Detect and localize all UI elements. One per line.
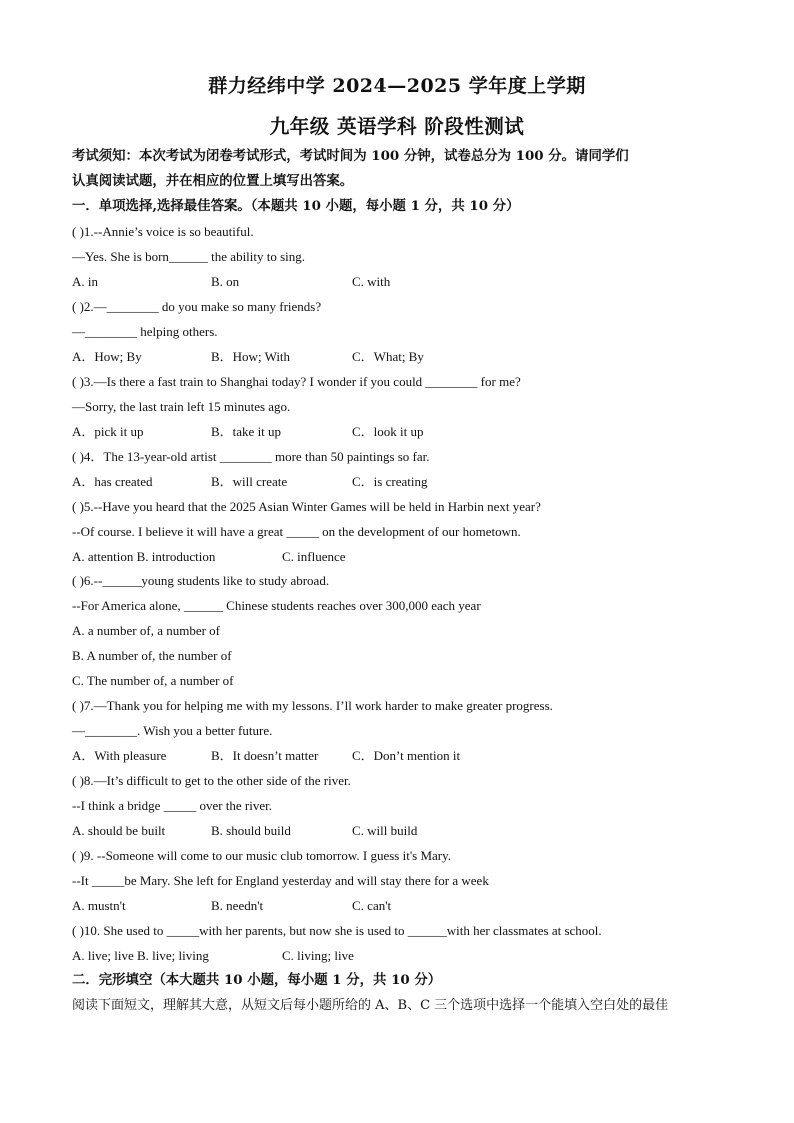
q3-option-b: B．take it up [211, 424, 282, 439]
q2-option-b: B．How; With [211, 349, 291, 364]
q2-option-c: C．What; By [352, 349, 424, 364]
q1-options [72, 274, 722, 290]
q1-stem: ( )1.--Annie’s voice is so beautiful. [72, 224, 254, 239]
q9-response: --It _____be Mary. She left for England yesterday and will stay there for a week [72, 873, 489, 888]
instructions-line-1: 考试须知：本次考试为闭卷考试形式，考试时间为 100 分钟，试卷总分为 100 分。请同学们 [72, 148, 629, 164]
q5-option-ab: A. attention B. introduction [72, 549, 216, 564]
q3-option-c: C．look it up [352, 424, 424, 439]
q5-stem: ( )5.--Have you heard that the 2025 Asian Winter Games will be held in Harbin next year? [72, 499, 541, 514]
q1-option-a: A. in [72, 274, 98, 289]
q2-stem: ( )2.—________ do you make so many friends? [72, 299, 322, 314]
section2-intro: 阅读下面短文，理解其大意，从短文后每小题所给的 A、B、C 三个选项中选择一个能填入空白处的最佳 [72, 998, 669, 1013]
q3-option-a: A．pick it up [72, 424, 144, 439]
q8-stem: ( )8.—It’s difficult to get to the other side of the river. [72, 773, 351, 788]
q7-stem: ( )7.—Thank you for helping me with my lessons. I’ll work harder to make greater progress. [72, 698, 553, 713]
q6-option-b: B. A number of, the number of [72, 648, 232, 663]
q6-stem: ( )6.--______young students like to study abroad. [72, 573, 330, 588]
q5-option-c: C. influence [282, 549, 346, 564]
instructions-line-2: 认真阅读试题，并在相应的位置上填写出答案。 [72, 173, 354, 189]
q7-response: —________. Wish you a better future. [72, 723, 273, 738]
q8-option-c: C. will build [352, 823, 418, 838]
q9-option-c: C. can't [352, 898, 392, 913]
exam-title-subject: 九年级 英语学科 阶段性测试 [269, 115, 525, 138]
q7-options [72, 748, 722, 764]
q2-options [72, 349, 722, 365]
q4-option-a: A．has created [72, 474, 153, 489]
q3-response: —Sorry, the last train left 15 minutes ago. [72, 399, 291, 414]
q10-stem: ( )10. She used to _____with her parents, but now she is used to ______with her classmates at school. [72, 923, 602, 938]
exam-title-school: 群力经纬中学 2024—2025 学年度上学期 [208, 75, 586, 97]
q2-response: —________ helping others. [72, 324, 218, 339]
q1-option-c: C. with [352, 274, 391, 289]
q9-option-a: A. mustn't [72, 898, 126, 913]
q8-option-a: A. should be built [72, 823, 166, 838]
q9-stem: ( )9. --Someone will come to our music club tomorrow. I guess it's Mary. [72, 848, 452, 863]
q2-option-a: A．How; By [72, 349, 142, 364]
q8-response: --I think a bridge _____ over the river. [72, 798, 272, 813]
q4-options [72, 474, 722, 490]
q5-options [72, 549, 722, 565]
q10-option-c: C. living; live [282, 948, 354, 963]
q6-response: --For America alone, ______ Chinese students reaches over 300,000 each year [72, 598, 481, 613]
section2-heading: 二．完形填空（本大题共 10 小题，每小题 1 分，共 10 分） [72, 972, 442, 988]
q5-response: --Of course. I believe it will have a great _____ on the development of our hometown. [72, 524, 521, 539]
q9-option-b: B. needn't [211, 898, 264, 913]
q4-option-b: B．will create [211, 474, 288, 489]
q4-stem: ( )4．The 13-year-old artist ________ more than 50 paintings so far. [72, 449, 430, 464]
q7-option-c: C．Don’t mention it [352, 748, 461, 763]
q6-option-a: A. a number of, a number of [72, 623, 221, 638]
q1-response: —Yes. She is born______ the ability to sing. [72, 249, 306, 264]
q10-options [72, 948, 722, 964]
section1-heading: 一．单项选择,选择最佳答案。（本题共 10 小题，每小题 1 分，共 10 分） [72, 198, 520, 214]
q7-option-a: A．With pleasure [72, 748, 167, 763]
q8-option-b: B. should build [211, 823, 291, 838]
q3-stem: ( )3.—Is there a fast train to Shanghai today? I wonder if you could ________ for me? [72, 374, 521, 389]
q8-options [72, 823, 722, 839]
q4-option-c: C．is creating [352, 474, 428, 489]
q6-option-c: C. The number of, a number of [72, 673, 234, 688]
q7-option-b: B．It doesn’t matter [211, 748, 319, 763]
q10-option-ab: A. live; live B. live; living [72, 948, 209, 963]
q3-options [72, 424, 722, 440]
q1-option-b: B. on [211, 274, 240, 289]
q9-options [72, 898, 722, 914]
